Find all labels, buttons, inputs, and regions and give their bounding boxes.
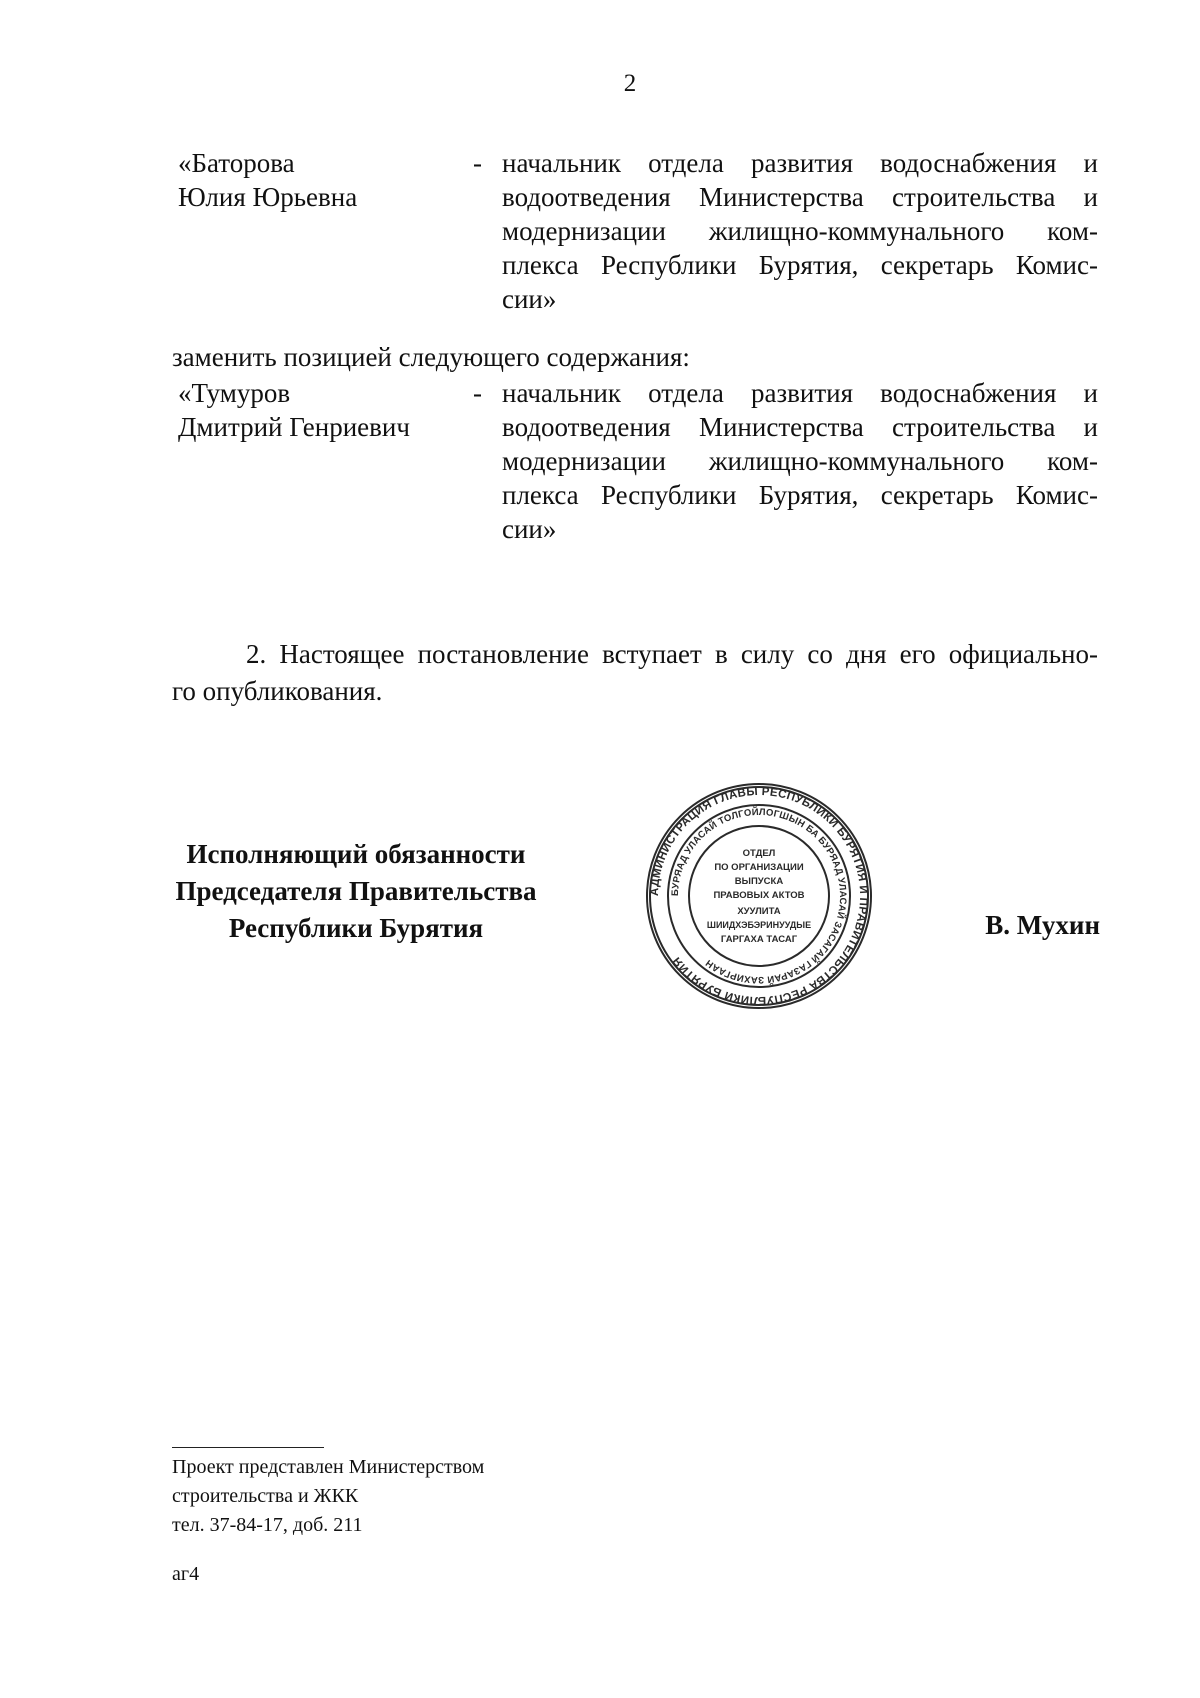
- signer-title-line: Исполняющий обязанности: [186, 839, 526, 869]
- entry-old-given-names: Юлия Юрьевна: [178, 182, 358, 212]
- stamp-center-line: ВЫПУСКА: [734, 876, 784, 887]
- entry-old-person: [178, 146, 468, 214]
- entry-old-role-line: начальник отдела развития водоснабжения и: [502, 148, 1098, 178]
- stamp-inner-text: БУРЯАД УЛАСАЙ ТОЛГОЙЛОГШЫН БА БУРЯАД УЛАСАЙ ЗАСАГАЙ ГАЗАРАЙ ЗАХИРГААН: [669, 806, 849, 986]
- entry-old-dash: -: [473, 148, 482, 178]
- entry-new-role-line: водоотведения Министерства строительства и: [502, 412, 1098, 442]
- stamp-center-line: ОТДЕЛ: [742, 848, 776, 859]
- stamp-center-line: ХУУЛИТА: [737, 906, 781, 917]
- entry-new-surname: «Тумуров: [178, 378, 291, 408]
- stamp-center-line: ШИИДХЭБЭРИНУУДЫЕ: [706, 920, 812, 930]
- stamp-center-line: ПО ОРГАНИЗАЦИИ: [714, 862, 804, 873]
- stamp-outer-text: АДМИНИСТРАЦИЯ ГЛАВЫ РЕСПУБЛИКИ БУРЯТИЯ И ПРАВИТЕЛЬСТВА РЕСПУБЛИКИ БУРЯТИЯ: [648, 785, 870, 1007]
- paragraph-2-line-1: 2. Настоящее постановление вступает в силу со дня его официально-: [246, 639, 1098, 669]
- paragraph-2-line-2: го опубликования.: [172, 676, 383, 706]
- entry-new-role-line: сии»: [502, 514, 557, 544]
- signer-title: [150, 836, 562, 947]
- footnote-line: строительства и ЖКК: [172, 1485, 359, 1507]
- stamp-center-line: ПРАВОВЫХ АКТОВ: [713, 890, 805, 901]
- page-number: 2: [623, 70, 637, 97]
- entry-new-role-line: плекса Республики Бурятия, секретарь Комис-: [502, 480, 1098, 510]
- footnote-line: тел. 37-84-17, доб. 211: [172, 1514, 363, 1536]
- document-code: аг4: [172, 1563, 200, 1585]
- footnote-divider: [172, 1447, 324, 1448]
- replace-instruction: заменить позицией следующего содержания:: [172, 342, 690, 372]
- signer-name: В. Мухин: [985, 910, 1100, 940]
- entry-old-role-line: водоотведения Министерства строительства и: [502, 182, 1098, 212]
- official-stamp: [645, 782, 873, 1010]
- paragraph-2: [172, 636, 1098, 710]
- entry-new-dash: -: [473, 378, 482, 408]
- entry-new-role: [502, 376, 1098, 546]
- stamp-center-line: ГАРГАХА ТАСАГ: [720, 934, 798, 945]
- entry-new-role-line: начальник отдела развития водоснабжения и: [502, 378, 1098, 408]
- entry-new-given-names: Дмитрий Генриевич: [178, 412, 410, 442]
- entry-old-surname: «Баторова: [178, 148, 295, 178]
- signer-title-line: Председателя Правительства: [175, 876, 537, 906]
- entry-old-role-line: плекса Республики Бурятия, секретарь Комис-: [502, 250, 1098, 280]
- entry-new-person: [178, 376, 468, 444]
- footnote: [172, 1453, 484, 1540]
- signer-title-line: Республики Бурятия: [228, 913, 484, 943]
- entry-old-role-line: модернизации жилищно-коммунального ком-: [502, 216, 1098, 246]
- entry-new-role-line: модернизации жилищно-коммунального ком-: [502, 446, 1098, 476]
- footnote-line: Проект представлен Министерством: [172, 1456, 485, 1478]
- entry-old-role: [502, 146, 1098, 316]
- entry-old-role-line: сии»: [502, 284, 557, 314]
